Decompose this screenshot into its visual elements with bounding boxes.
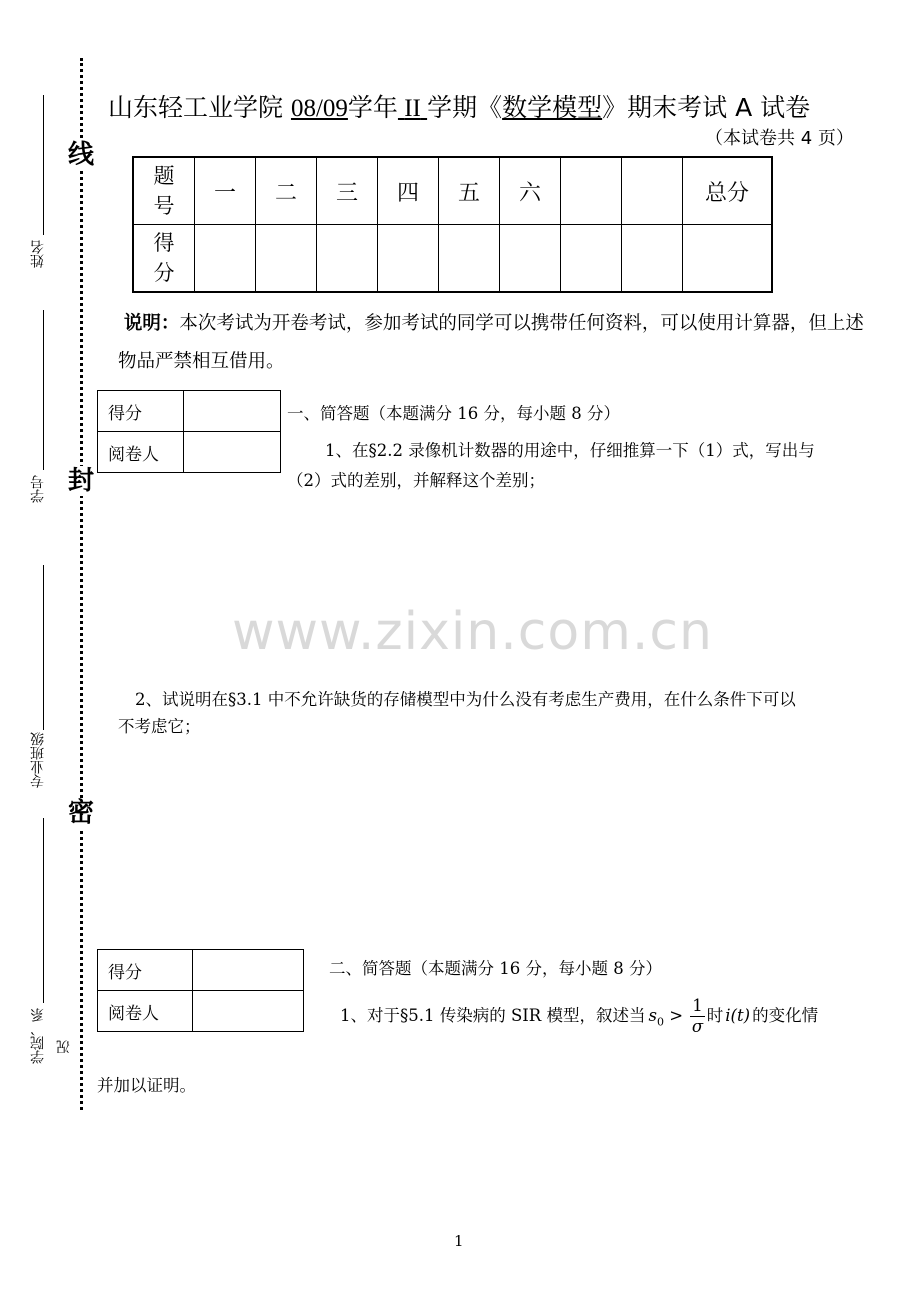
- col-2: 二: [256, 157, 317, 225]
- score-cell[interactable]: [256, 225, 317, 293]
- grade-reviewer-cell[interactable]: [193, 991, 304, 1032]
- title-term-suffix: 学期《: [427, 93, 503, 122]
- margin-label-kuang: 况: [56, 1040, 72, 1054]
- math-s0: $s_0$: [648, 1006, 664, 1029]
- instructions: [118, 305, 880, 381]
- grade-score-cell[interactable]: [184, 391, 281, 432]
- question-number-header: 题 号: [133, 157, 195, 225]
- student-id-fill-line: [43, 310, 44, 470]
- col-5: 五: [439, 157, 500, 225]
- watermark: www.zixin.com.cn: [232, 602, 713, 662]
- col-6: 六: [500, 157, 561, 225]
- class-label: 专业班级: [30, 732, 46, 788]
- s1-q1-line1: 1、在§2.2 录像机计数器的用途中，仔细推算一下（1）式，写出与: [325, 441, 815, 460]
- score-table: [132, 156, 773, 293]
- col-8: [622, 157, 683, 225]
- title-year: 08/09: [290, 95, 348, 122]
- section1-title: 一、简答题（本题满分 16 分，每小题 8 分）: [287, 404, 620, 423]
- seal-char-feng: 封: [67, 466, 94, 496]
- score-cell[interactable]: [378, 225, 439, 293]
- section2-grade-box: [97, 949, 304, 1032]
- s1-q1-line2: （2）式的差别，并解释这个差别；: [287, 471, 545, 490]
- seal-char-mi: 密: [67, 798, 94, 828]
- page-count-note: （本试卷共 4 页）: [705, 128, 854, 149]
- score-table-header-row: [133, 157, 772, 225]
- grade-score-label: 得分: [98, 391, 184, 432]
- section2-title: 二、简答题（本题满分 16 分，每小题 8 分）: [329, 959, 662, 978]
- student-id-label: 学号: [30, 475, 46, 503]
- name-fill-line: [43, 95, 44, 235]
- s2-q1-line1: 1、对于§5.1 传染病的 SIR 模型，叙述当 $s_0$ > $\frac{1}{\sigma}$ 时 i(t) 的变化情: [340, 996, 819, 1036]
- score-cell[interactable]: [317, 225, 378, 293]
- col-7: [561, 157, 622, 225]
- col-3: 三: [317, 157, 378, 225]
- department-label: 学院、系: [30, 1008, 46, 1064]
- s1-q2-line1: 2、试说明在§3.1 中不允许缺货的存储模型中为什么没有考虑生产费用，在什么条件下可以: [135, 690, 796, 709]
- score-cell[interactable]: [439, 225, 500, 293]
- score-row-header: 得 分: [133, 225, 195, 293]
- title-tail: 》期末考试 A 试卷: [602, 93, 811, 122]
- score-cell-total[interactable]: [683, 225, 773, 293]
- title-school: 山东轻工业学院: [108, 93, 284, 122]
- score-cell[interactable]: [500, 225, 561, 293]
- exam-title: [108, 88, 810, 124]
- instructions-text: 本次考试为开卷考试，参加考试的同学可以携带任何资料，可以使用计算器，但上述物品严禁相互借用。: [118, 313, 864, 372]
- grade-reviewer-label: 阅卷人: [98, 432, 184, 473]
- title-course: 数学模型: [502, 93, 603, 122]
- s2-q1-line2: 并加以证明。: [97, 1076, 196, 1095]
- col-1: 一: [195, 157, 256, 225]
- grade-reviewer-cell[interactable]: [184, 432, 281, 473]
- math-it: i(t): [725, 1006, 751, 1025]
- title-year-suffix: 学年: [347, 93, 398, 122]
- score-cell[interactable]: [561, 225, 622, 293]
- score-cell[interactable]: [195, 225, 256, 293]
- class-fill-line: [43, 565, 44, 730]
- col-4: 四: [378, 157, 439, 225]
- s1-q2-line2: 不考虑它；: [118, 717, 201, 736]
- score-cell[interactable]: [622, 225, 683, 293]
- name-label: 姓名: [30, 240, 46, 268]
- instructions-label: 说明：: [123, 313, 180, 334]
- score-table-score-row: [133, 225, 772, 293]
- grade-score-cell[interactable]: [193, 950, 304, 991]
- binding-dotted-line: [80, 58, 83, 1110]
- grade-score-label: 得分: [98, 950, 193, 991]
- page-number: 1: [454, 1232, 464, 1250]
- math-fraction: $\frac{1}{\sigma}$: [691, 996, 704, 1036]
- col-total: 总分: [683, 157, 773, 225]
- department-fill-line: [43, 818, 44, 1003]
- title-term: II: [404, 95, 421, 122]
- grade-reviewer-label: 阅卷人: [98, 991, 193, 1032]
- seal-char-xian: 线: [67, 140, 94, 170]
- section1-grade-box: [97, 390, 281, 473]
